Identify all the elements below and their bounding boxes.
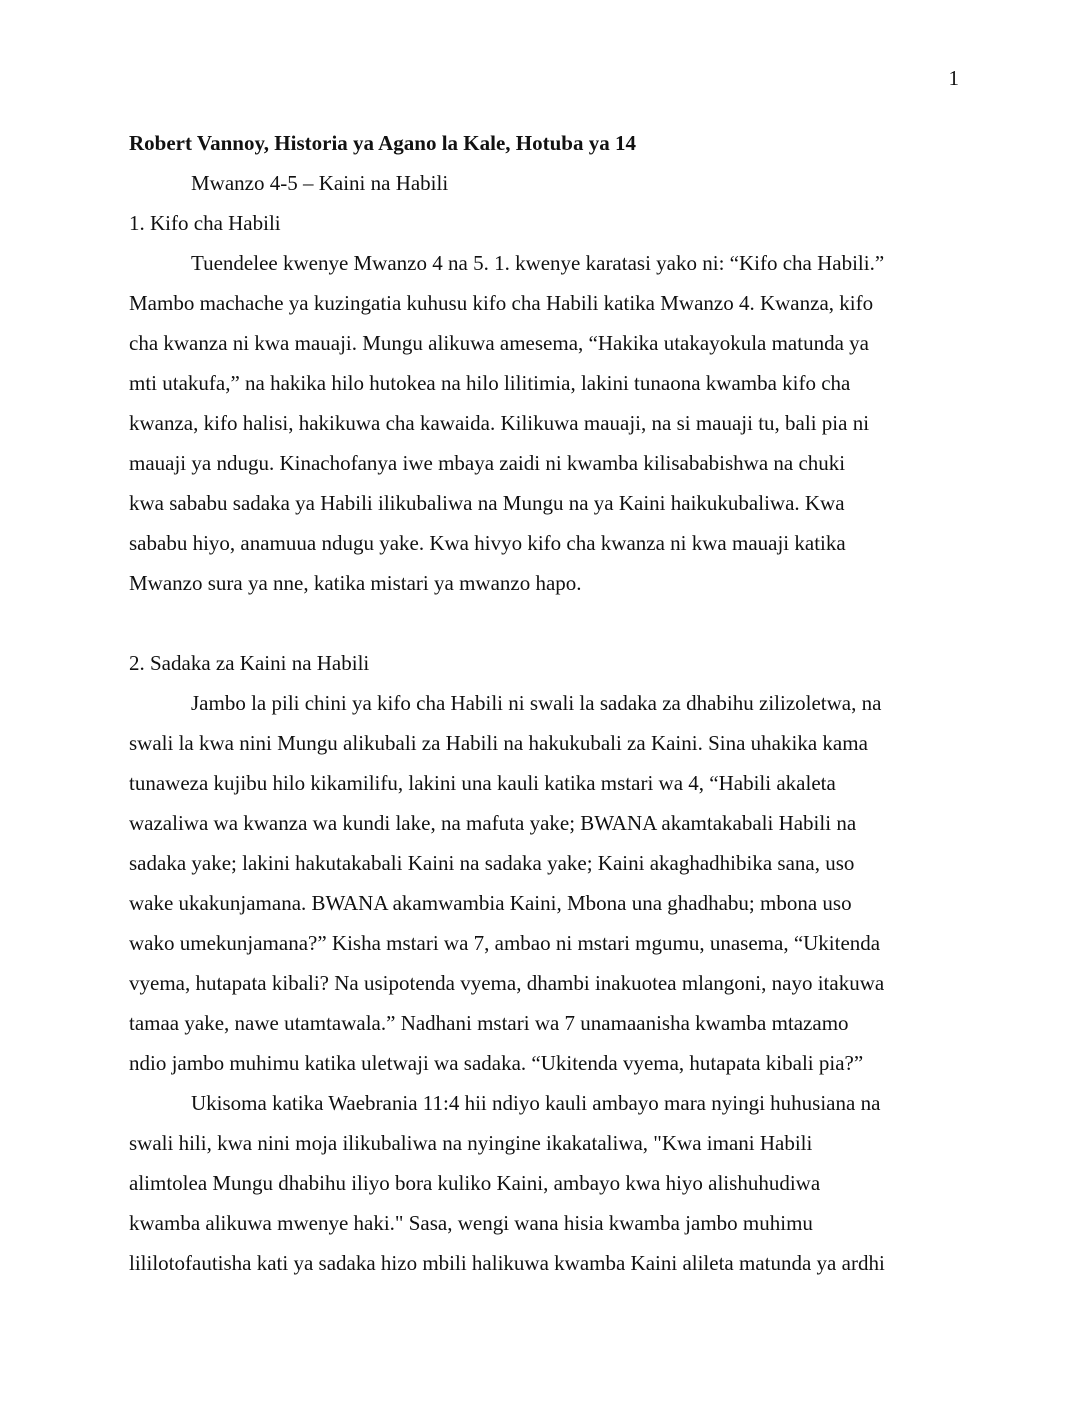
text-line: sababu hiyo, anamuua ndugu yake. Kwa hivyo kifo cha kwanza ni kwa mauaji katika bbox=[129, 531, 846, 555]
text-line: swali hili, kwa nini moja ilikubaliwa na nyingine ikakataliwa, "Kwa imani Habili bbox=[129, 1131, 813, 1155]
text-line: mti utakufa,” na hakika hilo hutokea na hilo lilitimia, lakini tunaona kwamba kifo cha bbox=[129, 371, 851, 395]
section-heading: 2. Sadaka za Kaini na Habili bbox=[129, 651, 370, 675]
document-title: Robert Vannoy, Historia ya Agano la Kale, Hotuba ya 14 bbox=[129, 131, 636, 155]
section-spacer bbox=[129, 603, 965, 643]
text-line: Ukisoma katika Waebrania 11:4 hii ndiyo kauli ambayo mara nyingi huhusiana na bbox=[191, 1091, 881, 1115]
text-line: Mwanzo sura ya nne, katika mistari ya mwanzo hapo. bbox=[129, 571, 582, 595]
document-subtitle: Mwanzo 4-5 – Kaini na Habili bbox=[191, 171, 449, 195]
paragraph bbox=[129, 683, 965, 1083]
document-body bbox=[129, 123, 965, 1283]
paragraph bbox=[129, 243, 965, 603]
text-line: mauaji ya ndugu. Kinachofanya iwe mbaya zaidi ni kwamba kilisababishwa na chuki bbox=[129, 451, 846, 475]
page-number: 1 bbox=[948, 66, 959, 90]
text-line: swali la kwa nini Mungu alikubali za Habili na hakukubali za Kaini. Sina uhakika kama bbox=[129, 731, 868, 755]
text-line: kwanza, kifo halisi, hakikuwa cha kawaida. Kilikuwa mauaji, na si mauaji tu, bali pia ni bbox=[129, 411, 870, 435]
text-line: sadaka yake; lakini hakutakabali Kaini na sadaka yake; Kaini akaghadhibika sana, uso bbox=[129, 851, 855, 875]
text-line: cha kwanza ni kwa mauaji. Mungu alikuwa amesema, “Hakika utakayokula matunda ya bbox=[129, 331, 869, 355]
text-line: tunaweza kujibu hilo kikamilifu, lakini una kauli katika mstari wa 4, “Habili akaleta bbox=[129, 771, 836, 795]
text-line: wazaliwa wa kwanza wa kundi lake, na mafuta yake; BWANA akamtakabali Habili na bbox=[129, 811, 857, 835]
section-heading: 1. Kifo cha Habili bbox=[129, 211, 281, 235]
text-line: kwamba alikuwa mwenye haki." Sasa, wengi wana hisia kwamba jambo muhimu bbox=[129, 1211, 813, 1235]
text-line: vyema, hutapata kibali? Na usipotenda vyema, dhambi inakuotea mlangoni, nayo itakuwa bbox=[129, 971, 885, 995]
text-line: Jambo la pili chini ya kifo cha Habili ni swali la sadaka za dhabihu zilizoletwa, na bbox=[191, 691, 882, 715]
text-line: Tuendelee kwenye Mwanzo 4 na 5. 1. kwenye karatasi yako ni: “Kifo cha Habili.” bbox=[191, 251, 885, 275]
text-line: kwa sababu sadaka ya Habili ilikubaliwa na Mungu na ya Kaini haikukubaliwa. Kwa bbox=[129, 491, 845, 515]
text-line: lililotofautisha kati ya sadaka hizo mbili halikuwa kwamba Kaini alileta matunda ya ardhi bbox=[129, 1251, 885, 1275]
text-line: wako umekunjamana?” Kisha mstari wa 7, ambao ni mstari mgumu, unasema, “Ukitenda bbox=[129, 931, 881, 955]
text-line: tamaa yake, nawe utamtawala.” Nadhani mstari wa 7 unamaanisha kwamba mtazamo bbox=[129, 1011, 849, 1035]
text-line: ndio jambo muhimu katika uletwaji wa sadaka. “Ukitenda vyema, hutapata kibali pia?” bbox=[129, 1051, 864, 1075]
text-line: Mambo machache ya kuzingatia kuhusu kifo cha Habili katika Mwanzo 4. Kwanza, kifo bbox=[129, 291, 874, 315]
paragraph bbox=[129, 1083, 965, 1283]
text-line: wake ukakunjamana. BWANA akamwambia Kaini, Mbona una ghadhabu; mbona uso bbox=[129, 891, 852, 915]
text-line: alimtolea Mungu dhabihu iliyo bora kuliko Kaini, ambayo kwa hiyo alishuhudiwa bbox=[129, 1171, 821, 1195]
